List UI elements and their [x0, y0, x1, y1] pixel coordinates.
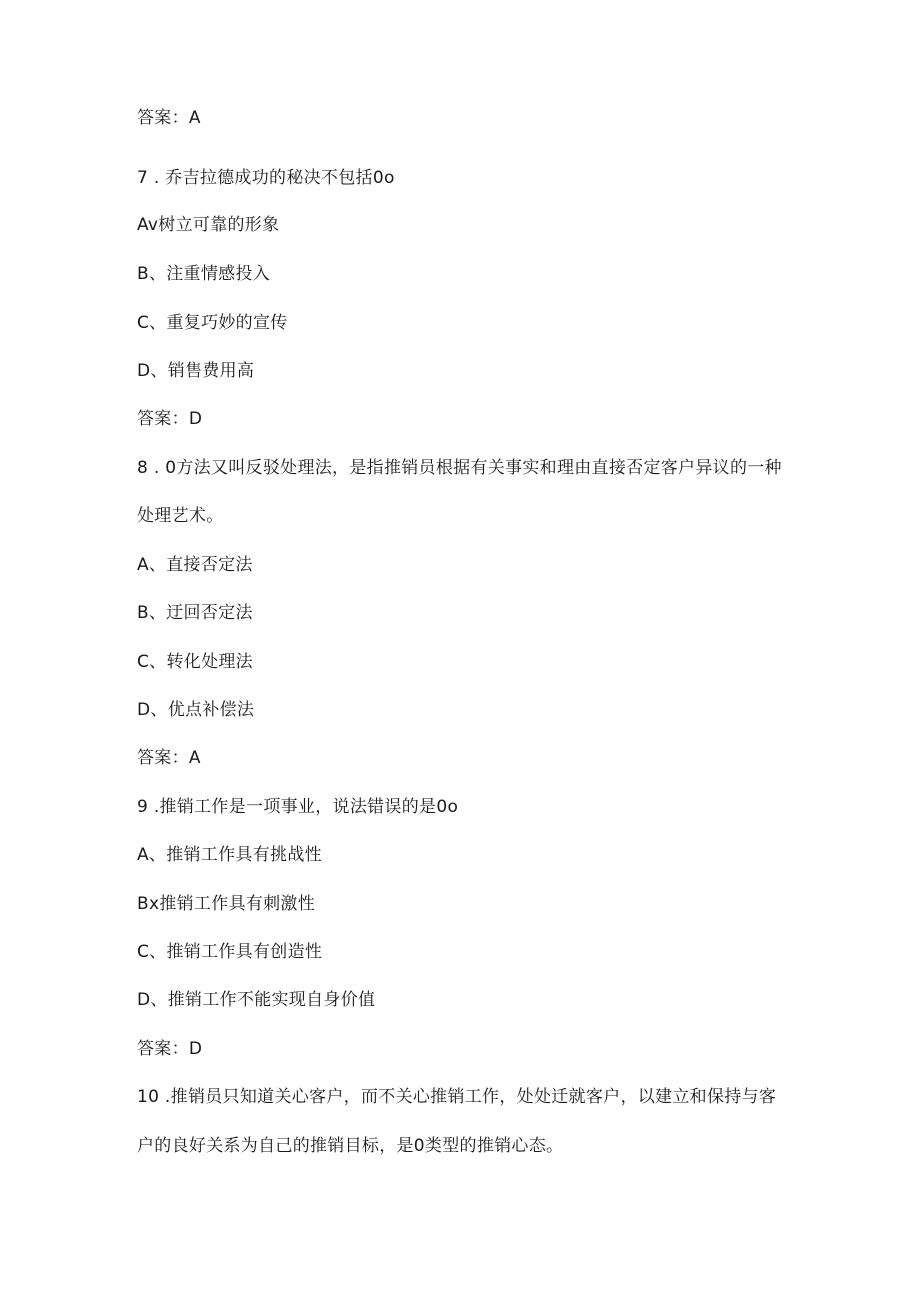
question-7-answer: 答案：D [137, 409, 203, 429]
question-8-option-c: C、转化处理法 [137, 652, 253, 672]
answer-line: 答案：A [137, 108, 201, 128]
question-8-stem-line2: 处理艺术。 [137, 506, 224, 526]
question-7-option-a: Av树立可靠的形象 [137, 215, 280, 235]
question-8-stem-line1: 8 . 0方法又叫反驳处理法，是指推销员根据有关事实和理由直接否定客户异议的一种 [137, 458, 782, 478]
question-9-option-d: D、推销工作不能实现自身价值 [137, 990, 376, 1010]
question-7-option-b: B、注重情感投入 [137, 264, 271, 284]
question-8-option-b: B、迂回否定法 [137, 603, 253, 623]
question-7-option-c: C、重复巧妙的宣传 [137, 313, 288, 333]
question-9-stem: 9 .推销工作是一项事业，说法错误的是0o [137, 797, 459, 817]
question-10-stem-line1: 10 .推销员只知道关心客户，而不关心推销工作，处处迁就客户，以建立和保持与客 [137, 1087, 777, 1107]
question-8-option-a: A、直接否定法 [137, 555, 253, 575]
question-9-option-a: A、推销工作具有挑战性 [137, 845, 322, 865]
question-9-answer: 答案：D [137, 1039, 203, 1059]
question-7-option-d: D、销售费用高 [137, 361, 255, 381]
question-7-stem: 7 . 乔吉拉德成功的秘决不包括0o [137, 168, 395, 188]
question-8-answer: 答案：A [137, 748, 201, 768]
question-10-stem-line2: 户的良好关系为自己的推销目标，是0类型的推销心态。 [137, 1136, 564, 1156]
question-9-option-b: Bx推销工作具有刺激性 [137, 894, 316, 914]
question-9-option-c: C、推销工作具有创造性 [137, 942, 323, 962]
question-8-option-d: D、优点补偿法 [137, 700, 255, 720]
